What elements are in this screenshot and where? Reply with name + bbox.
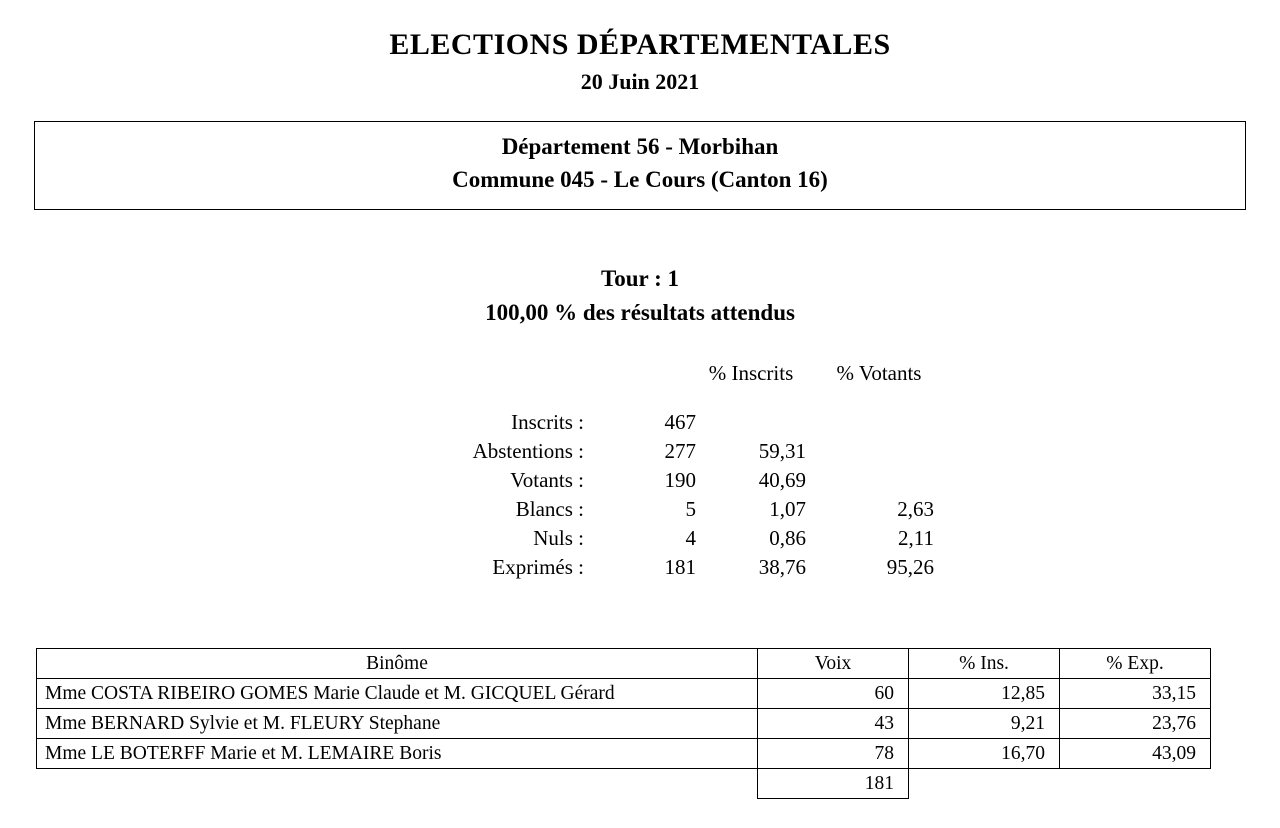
candidate-results-table: [36, 648, 1211, 799]
candidate-voix: 43: [758, 709, 909, 739]
turnout-stats-table: [334, 361, 946, 582]
total-pct-ins-blank: [909, 769, 1060, 799]
total-voix: 181: [758, 769, 909, 799]
stat-pct-votants: 95,26: [886, 554, 934, 579]
table-row: [37, 679, 1211, 709]
stat-pct-votants: 2,11: [898, 525, 934, 550]
column-header-pct-exp: % Exp.: [1060, 649, 1211, 679]
table-header-row: [334, 361, 946, 408]
stats-header-pct-votants: % Votants: [836, 360, 922, 385]
candidate-pct-ins: 9,21: [909, 709, 1060, 739]
table-row: [37, 709, 1211, 739]
stat-count: 4: [685, 525, 696, 550]
stats-header-blank-label: [334, 361, 610, 408]
candidate-pct-ins: 16,70: [909, 739, 1060, 769]
table-row: [334, 495, 946, 524]
candidate-pct-ins: 12,85: [909, 679, 1060, 709]
stat-pct-votants: [824, 466, 946, 495]
completion-label: 100,00 % des résultats attendus: [485, 300, 795, 326]
stats-header-blank-count: [610, 361, 696, 408]
table-header-row: [37, 649, 1211, 679]
total-pct-exp-blank: [1060, 769, 1211, 799]
candidate-voix: 78: [758, 739, 909, 769]
table-row: [334, 553, 946, 582]
stat-pct-votants: [824, 408, 946, 437]
stat-pct-votants: 2,63: [897, 496, 934, 521]
stats-header-pct-inscrits: % Inscrits: [708, 360, 794, 385]
results-section: [36, 648, 1244, 799]
stat-label: Blancs :: [515, 496, 584, 521]
stat-pct-inscrits: 59,31: [758, 438, 806, 463]
table-row: [334, 437, 946, 466]
column-header-pct-ins: % Ins.: [909, 649, 1060, 679]
tour-label: Tour : 1: [601, 265, 679, 291]
stat-count: 5: [685, 496, 696, 521]
candidate-binome: Mme BERNARD Sylvie et M. FLEURY Stephane: [37, 709, 758, 739]
stat-count: 181: [664, 554, 696, 579]
stat-pct-inscrits: 38,76: [758, 554, 806, 579]
total-label-blank: [37, 769, 758, 799]
table-row: [37, 739, 1211, 769]
turnout-stats-section: [0, 361, 1280, 582]
candidate-voix: 60: [758, 679, 909, 709]
stat-count: 190: [664, 467, 696, 492]
election-results-page: [0, 28, 1280, 828]
page-title: ELECTIONS DÉPARTEMENTALES: [389, 28, 891, 61]
table-total-row: [37, 769, 1211, 799]
stat-count: 277: [664, 438, 696, 463]
column-header-voix: Voix: [758, 649, 909, 679]
candidate-pct-exp: 33,15: [1060, 679, 1211, 709]
candidate-pct-exp: 23,76: [1060, 709, 1211, 739]
column-header-binome: Binôme: [37, 649, 758, 679]
department-line: Département 56 - Morbihan: [501, 134, 779, 159]
stat-count: 467: [664, 409, 696, 434]
stat-label: Inscrits :: [511, 409, 584, 434]
table-row: [334, 466, 946, 495]
stat-pct-inscrits: 40,69: [758, 467, 806, 492]
location-box: [34, 121, 1246, 210]
stat-label: Exprimés :: [492, 554, 584, 579]
stat-pct-inscrits: 1,07: [769, 496, 806, 521]
table-row: [334, 524, 946, 553]
election-date: 20 Juin 2021: [580, 69, 700, 94]
tour-block: [0, 262, 1280, 331]
commune-line: Commune 045 - Le Cours (Canton 16): [452, 167, 828, 193]
stat-label: Votants :: [510, 467, 584, 492]
stat-label: Abstentions :: [472, 438, 584, 463]
table-row: [334, 408, 946, 437]
stat-pct-inscrits: 0,86: [769, 525, 806, 550]
candidate-binome: Mme COSTA RIBEIRO GOMES Marie Claude et M. GICQUEL Gérard: [37, 679, 758, 709]
candidate-binome: Mme LE BOTERFF Marie et M. LEMAIRE Boris: [37, 739, 758, 769]
stat-pct-inscrits: [696, 408, 824, 437]
candidate-pct-exp: 43,09: [1060, 739, 1211, 769]
stat-pct-votants: [824, 437, 946, 466]
stat-label: Nuls :: [533, 525, 584, 550]
